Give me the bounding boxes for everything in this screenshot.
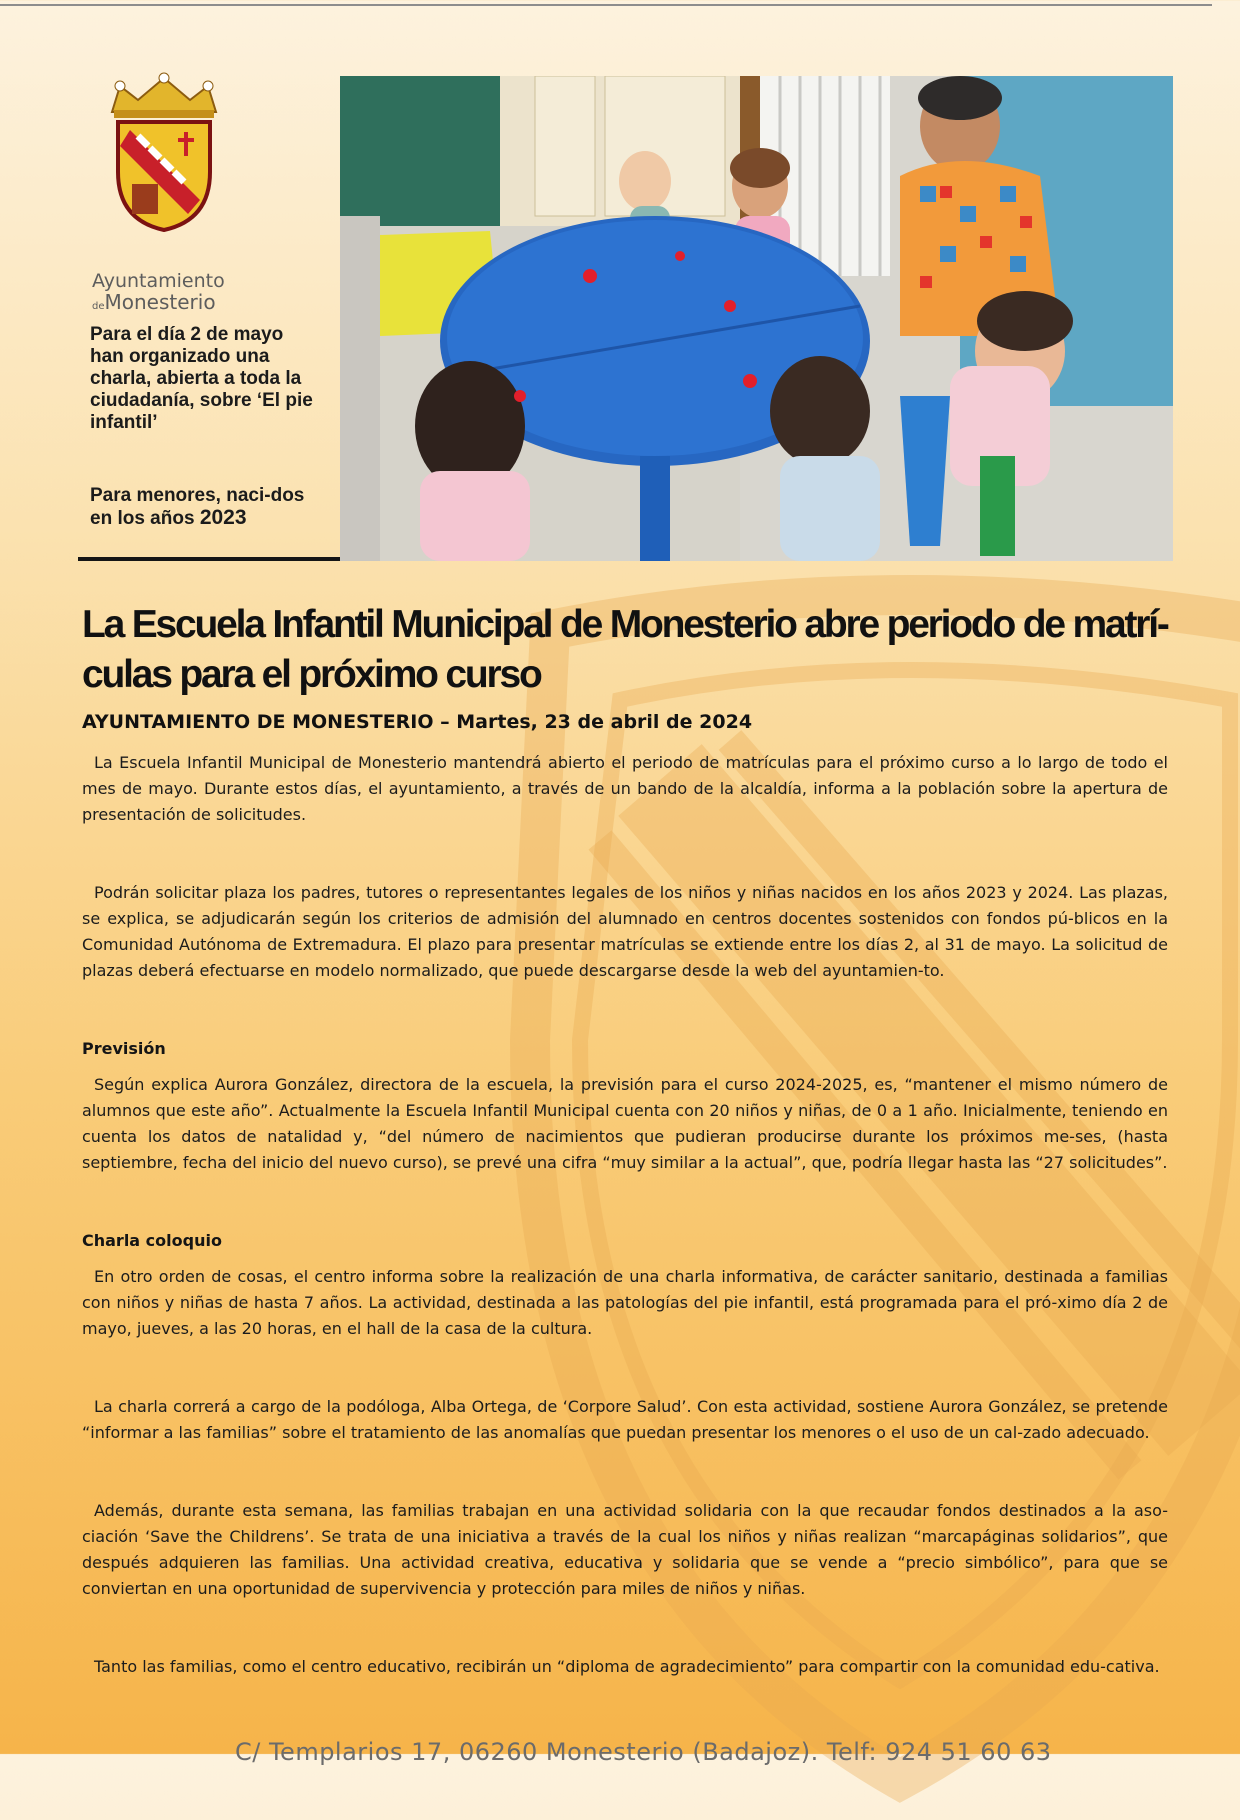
section-heading-prevision: Previsión bbox=[82, 1039, 166, 1058]
paragraph-7: Tanto las familias, como el centro educativo, recibirán un “diploma de agradecimiento” para compartir con la comunidad edu-cativa. bbox=[94, 1657, 1160, 1676]
footer-address: C/ Templarios 17, 06260 Monesterio (Badajoz). Telf: 924 51 60 63 bbox=[235, 1738, 1052, 1766]
paragraph-5: La charla correrá a cargo de la podóloga, Alba Ortega, de ‘Corpore Salud’. Con esta actividad, sostiene Aurora González, se pretende “informar a las familias” sobre el tratamiento de las anomalías que puedan presentar los menores o el uso de un cal-zado adecuado. bbox=[82, 1397, 1168, 1442]
classroom-photo bbox=[340, 76, 1173, 561]
paragraph-2: Podrán solicitar plaza los padres, tutores o representantes legales de los niños y niñas nacidos en los años 2023 y 2024. Las plazas, se explica, se adjudicarán según los criterios de admisión del alumnado en centros docentes sostenidos con fondos pú-blicos en la Comunidad Autónoma de Extremadura. El plazo para presentar matrículas se extiende entre los días 2, al 31 de mayo. La solicitud de plazas deberá efectuarse en modelo normalizado, que puede descargarse desde la web del ayuntamien-to. bbox=[82, 883, 1168, 980]
article-byline: AYUNTAMIENTO DE MONESTERIO – Martes, 23 de abril de 2024 bbox=[82, 711, 753, 733]
section-heading-charla: Charla coloquio bbox=[82, 1231, 222, 1250]
sidebar-note-eligibility: Para menores, naci-dos en los años 2023 bbox=[90, 485, 305, 529]
top-rule bbox=[0, 4, 1212, 6]
paragraph-3: Según explica Aurora González, directora de la escuela, la previsión para el curso 2024-2025, es, “mantener el mismo número de alumnos que este año”. Actualmente la Escuela Infantil Municipal cuenta con 20 niños y niñas, de 0 a 1 año. Inicialmente, teniendo en cuenta los datos de natalidad y, “del número de nacimientos que pudieran producirse durante los próximos me-ses, (hasta septiembre, fecha del inicio del nuevo curso), se prevé una cifra “muy similar a la actual”, que, podría llegar hasta las “27 solicitudes”. bbox=[82, 1075, 1168, 1172]
paragraph-4: En otro orden de cosas, el centro informa sobre la realización de una charla informativa, de carácter sanitario, destinada a familias con niños y niñas de hasta 7 años. La actividad, destinada a las patologías del pie infantil, está programada para el pró-ximo día 2 de mayo, jueves, a las 20 horas, en el hall de la casa de la cultura. bbox=[82, 1267, 1168, 1338]
article-title: La Escuela Infantil Municipal de Monesterio abre periodo de matrí-culas para el próximo curso bbox=[82, 603, 1168, 696]
municipal-coat-of-arms-logo bbox=[90, 72, 238, 232]
paragraph-1: La Escuela Infantil Municipal de Monesterio mantendrá abierto el periodo de matrículas para el próximo curso a lo largo de todo el mes de mayo. Durante estos días, el ayuntamiento, a través de un bando de la alcaldía, informa a la población sobre la apertura de presentación de solicitudes. bbox=[82, 753, 1168, 824]
paragraph-6: Además, durante esta semana, las familias trabajan en una actividad solidaria con la que recaudar fondos destinados a la aso-ciación ‘Save the Childrens’. Se trata de una iniciativa a través de la cual los niños y niñas realizan “marcapáginas solidarios”, que después adquieren las familias. Una actividad creativa, educativa y solidaria que se vende a “precio simbólico”, para que se conviertan en una oportunidad de supervivencia y protección para miles de niños y niñas. bbox=[82, 1501, 1168, 1598]
sidebar-divider bbox=[78, 557, 340, 561]
sidebar-note-talk: Para el día 2 de mayo han organizado una charla, abierta a toda la ciudadanía, sobre ‘El pie infantil’ bbox=[90, 324, 313, 433]
municipality-name: Ayuntamiento deMonesterio bbox=[92, 270, 225, 314]
article-body bbox=[82, 750, 1168, 1680]
